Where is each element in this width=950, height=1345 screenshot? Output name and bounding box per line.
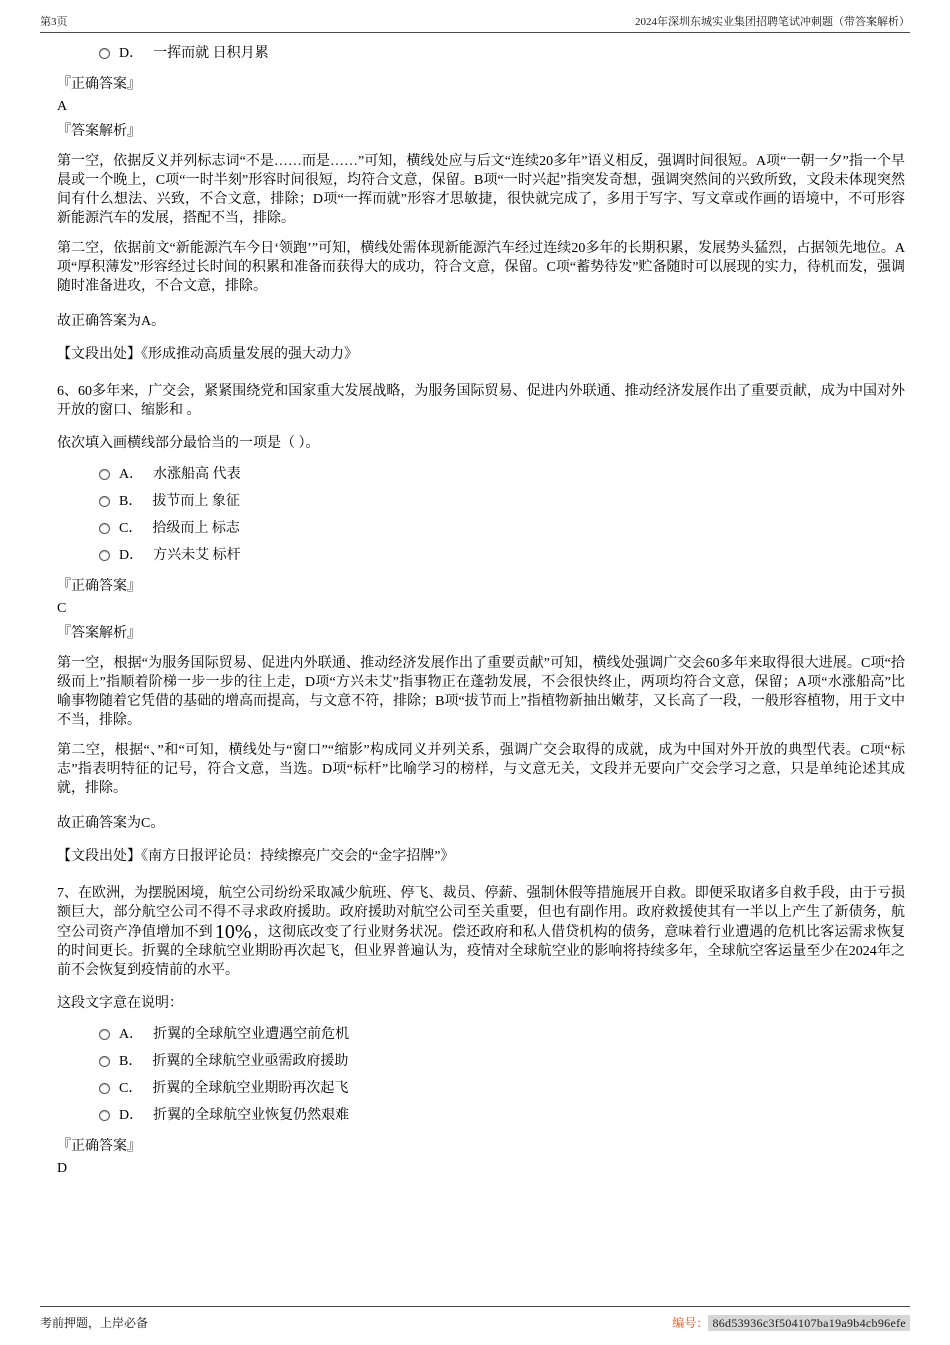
- option-letter: C．: [119, 1081, 143, 1096]
- conclusion-line: 故正确答案为A。: [57, 314, 166, 329]
- option-row-a[interactable]: [99, 1025, 905, 1044]
- option-letter: D．: [119, 1108, 144, 1123]
- analysis-heading: 『答案解析』: [57, 124, 141, 139]
- radio-button-icon[interactable]: [99, 1110, 110, 1121]
- code-label: 编号：: [672, 1316, 709, 1330]
- correct-answer-value: A: [57, 99, 68, 114]
- footer-code: [672, 1314, 910, 1331]
- option-row-a[interactable]: [99, 465, 905, 484]
- option-text: 一挥而就 日积月累: [153, 46, 269, 61]
- analysis-heading: 『答案解析』: [57, 626, 141, 641]
- option-text: 折翼的全球航空业遭遇空前危机: [153, 1027, 350, 1042]
- page-footer: [40, 1306, 910, 1331]
- correct-answer-heading: 『正确答案』: [57, 579, 141, 594]
- inline-formula: 10%: [214, 921, 252, 943]
- option-text: 方兴未艾 标杆: [153, 548, 241, 563]
- radio-button-icon[interactable]: [99, 469, 110, 480]
- document-body: [57, 44, 905, 1178]
- radio-button-icon[interactable]: [99, 1083, 110, 1094]
- option-text: 折翼的全球航空业亟需政府援助: [152, 1054, 349, 1069]
- option-row-c[interactable]: [99, 1079, 905, 1098]
- option-text: 拔节而上 象征: [152, 494, 240, 509]
- radio-button-icon[interactable]: [99, 1056, 110, 1067]
- option-letter: C．: [119, 521, 143, 536]
- option-row-c[interactable]: [99, 519, 905, 538]
- option-letter: A．: [119, 467, 144, 482]
- option-text: 折翼的全球航空业恢复仍然艰难: [153, 1108, 350, 1123]
- correct-answer-value: C: [57, 601, 67, 616]
- analysis-paragraph: 第一空，依据反义并列标志词“不是……而是……”可知，横线处应与后文“连续20多年”语义相反，强调时间很短。A项“一朝一夕”指一个早晨或一个晚上，C项“一时半刻”形容时间很短，均符合文意，保留。B项“一时兴起”指突发奇想，强调突然间的兴致所致，文段未体现突然间有什么想法、兴致，不合文意，排除；D项“一挥而就”形容才思敏捷，很快就完成了，多用于写字、写文章或作画的语境中，不可形容新能源汽车的发展，搭配不当，排除。: [57, 154, 905, 226]
- option-letter: D．: [119, 548, 144, 563]
- page-header: [40, 0, 910, 33]
- question-prompt: 依次填入画横线部分最恰当的一项是（ ）。: [57, 436, 320, 451]
- question-stem: 6、60多年来，广交会，紧紧围绕党和国家重大发展战略，为服务国际贸易、促进内外联通、推动经济发展作出了重要贡献，成为中国对外开放的窗口、缩影和 。: [57, 384, 905, 418]
- option-text: 折翼的全球航空业期盼再次起飞: [152, 1081, 349, 1096]
- analysis-paragraph: 第二空，根据“、”和“可知，横线处与“窗口”“缩影”构成同义并列关系，强调广交会取得的成就，成为中国对外开放的典型代表。C项“标志”指表明特征的记号，符合文意，当选。D项“标杆”比喻学习的榜样，与文意无关，文段并无要向广交会学习之意，只是单纯论述其成就，排除。: [57, 743, 905, 796]
- document-title: 2024年深圳东城实业集团招聘笔试冲刺题（带答案解析）: [635, 16, 910, 28]
- option-row-b[interactable]: [99, 492, 905, 511]
- question-stem: [57, 884, 905, 980]
- option-letter: A．: [119, 1027, 144, 1042]
- radio-button-icon[interactable]: [99, 48, 110, 59]
- analysis-paragraph: 第二空，依据前文“新能源汽车今日‘领跑’”可知，横线处需体现新能源汽车经过连续20多年的长期积累，发展势头猛烈，占据领先地位。A项“厚积薄发”形容经过长时间的积累和准备而获得大的成功，符合文意，保留。C项“蓄势待发”贮备随时可以展现的实力，待机而发，强调随时准备进攻，不合文意，排除。: [57, 241, 905, 294]
- radio-button-icon[interactable]: [99, 550, 110, 561]
- page-number: 第3页: [40, 16, 68, 28]
- radio-button-icon[interactable]: [99, 1029, 110, 1040]
- stem-text: 7、在欧洲，为摆脱困境，航空公司纷纷采取减少航班、停飞、裁员、停薪、强制休假等措施展开自救。即便采取诸多自救手段，由于亏损额巨大，部分航空公司不得不寻求政府援助。政府援助对航空公司至关重要，但也有副作用。政府救援使其有一半以上产生了新债务，航空公司资产净值增加不到: [57, 886, 905, 940]
- code-value: 86d53936c3f504107ba19a9b4cb96efe: [708, 1315, 910, 1331]
- correct-answer-heading: 『正确答案』: [57, 77, 141, 92]
- option-letter: B．: [119, 1054, 143, 1069]
- source-reference: 【文段出处】《南方日报评论员：持续擦亮广交会的“金字招牌”》: [57, 849, 455, 864]
- options-list: [57, 465, 905, 565]
- correct-answer-value: D: [57, 1161, 68, 1176]
- source-reference: 【文段出处】《形成推动高质量发展的强大动力》: [57, 347, 358, 362]
- footer-slogan: 考前押题，上岸必备: [40, 1316, 149, 1330]
- stem-text: ，这彻底改变了行业财务状况。偿还政府和私人借贷机构的债务，意味着行业遭遇的危机比客运需求恢复的时间更长。折翼的全球航空业期盼再次起飞，但业界普遍认为，疫情对全球航空业的影响将持续多年，全球航空客运量至少在2024年之前不会恢复到疫情前的水平。: [57, 925, 906, 978]
- option-row-d[interactable]: [99, 1106, 905, 1125]
- radio-button-icon[interactable]: [99, 523, 110, 534]
- option-letter: B．: [119, 494, 143, 509]
- option-row-b[interactable]: [99, 1052, 905, 1071]
- option-text: 水涨船高 代表: [153, 467, 241, 482]
- analysis-paragraph: 第一空，根据“为服务国际贸易、促进内外联通、推动经济发展作出了重要贡献”可知，横线处强调广交会60多年来取得很大进展。C项“拾级而上”指顺着阶梯一步一步的往上走，D项“方兴未艾”指事物正在蓬勃发展，不会很快终止，两项均符合文意，保留；A项“水涨船高”比喻事物随着它凭借的基础的增高而提高，与文意不符，排除；B项“拔节而上”指植物新抽出嫩芽，又长高了一段，一般形容植物，用于文中不当，排除。: [57, 656, 905, 728]
- option-letter: D．: [119, 46, 144, 61]
- option-text: 拾级而上 标志: [152, 521, 240, 536]
- radio-button-icon[interactable]: [99, 496, 110, 507]
- options-list: [57, 1025, 905, 1125]
- option-row-d[interactable]: [99, 44, 905, 63]
- option-row-d[interactable]: [99, 546, 905, 565]
- correct-answer-heading: 『正确答案』: [57, 1139, 141, 1154]
- question-prompt: 这段文字意在说明：: [57, 996, 183, 1011]
- conclusion-line: 故正确答案为C。: [57, 816, 165, 831]
